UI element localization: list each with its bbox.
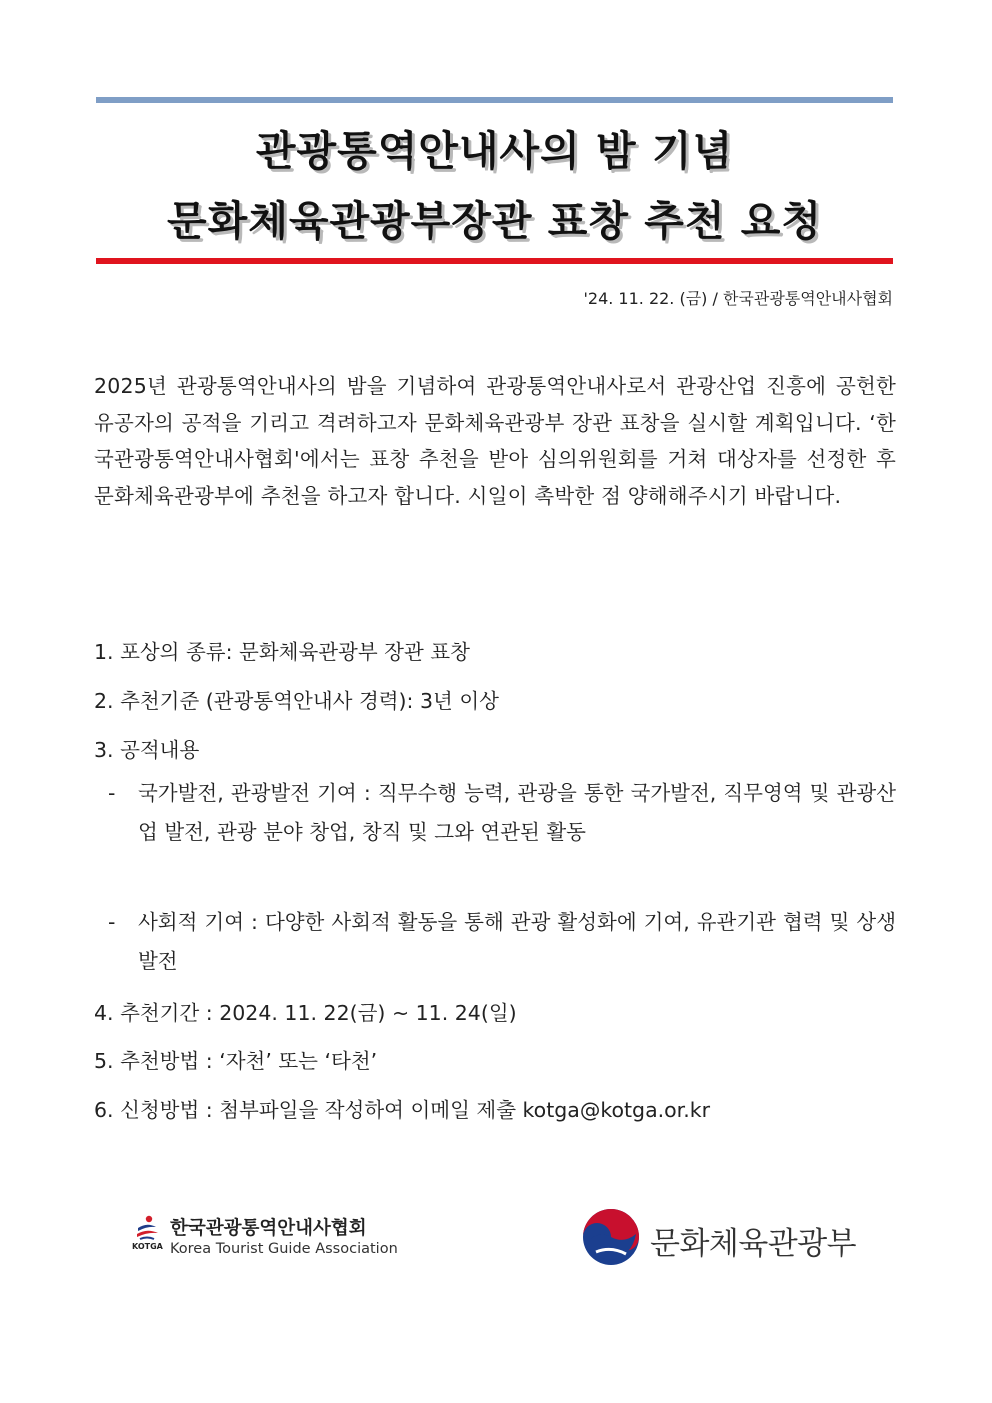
kotga-name: 한국관광통역안내사협회 <box>170 1218 367 1239</box>
taegeuk-emblem-icon <box>582 1208 640 1266</box>
title-rule-bottom <box>96 258 893 264</box>
kotga-abbr: KOTGA <box>132 1242 163 1251</box>
kotga-english-name: Korea Tourist Guide Association <box>170 1241 398 1257</box>
merit-sub-item-1 <box>108 774 896 852</box>
intro-paragraph: 2025년 관광통역안내사의 밤을 기념하여 관광통역안내사로서 관광산업 진흥에 공헌한 유공자의 공적을 기리고 격려하고자 문화체육관광부 장관 표창을 실시할 계획입니다. ‘한국관광통역안내사협회'에서는 표창 추천을 받아 심의위원회를 거쳐 대상자를 선정한 후 문화체육관광부에 추천을 하고자 합니다. 시일이 촉박한 점 양해해주시기 바랍니다. <box>94 374 896 508</box>
item-period: 4. 추천기간 : 2024. 11. 22(금) ~ 11. 24(일) <box>94 1001 517 1025</box>
item-application: 6. 신청방법 : 첨부파일을 작성하여 이메일 제출 kotga@kotga.or.kr <box>94 1098 711 1122</box>
title-rule-top <box>96 97 893 103</box>
item-award-type: 1. 포상의 종류: 문화체육관광부 장관 표창 <box>94 640 470 664</box>
item-method: 5. 추천방법 : ‘자천’ 또는 ‘타천’ <box>94 1049 378 1073</box>
dash-marker: - <box>108 910 116 934</box>
page-title-line2: 문화체육관광부장관 표창 추천 요청 <box>167 197 822 245</box>
item-criteria: 2. 추천기준 (관광통역안내사 경력): 3년 이상 <box>94 689 499 713</box>
page-title-line1: 관광통역안내사의 밤 기념 <box>255 127 734 175</box>
date-issuer-line: '24. 11. 22. (금) / 한국관광통역안내사협회 <box>583 289 893 308</box>
merit-sub-item-1-text: 국가발전, 관광발전 기여 : 직무수행 능력, 관광을 통한 국가발전, 직무영역 및 관광산업 발전, 관광 분야 창업, 창직 및 그와 연관된 활동 <box>138 781 896 844</box>
item-merit-content: 3. 공적내용 <box>94 738 200 762</box>
merit-sub-item-2-text: 사회적 기여 : 다양한 사회적 활동을 통해 관광 활성화에 기여, 유관기관 협력 및 상생발전 <box>138 910 896 973</box>
merit-sub-item-2 <box>108 903 896 981</box>
dash-marker: - <box>108 781 116 805</box>
ministry-name: 문화체육관광부 <box>650 1226 857 1262</box>
